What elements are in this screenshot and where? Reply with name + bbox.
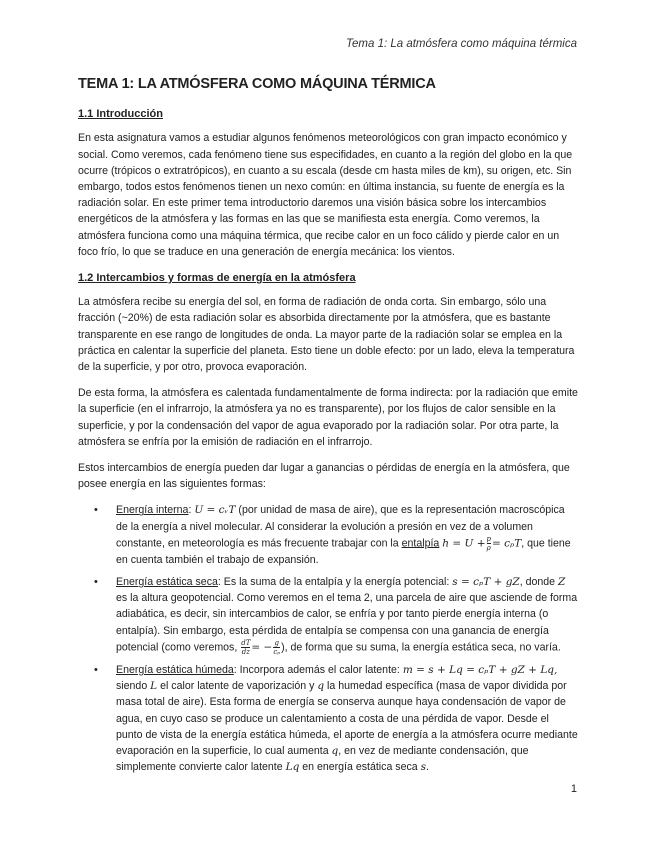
bullet-icon: • <box>94 576 98 589</box>
equation: Lq <box>285 761 300 774</box>
fraction: $\frac{dT}{dz}$ <box>241 638 251 656</box>
list-text: es la altura geopotencial. Como veremos en el tema 2, una parcela de aire que asciende de forma adiabática, es decir, sin intercambios de calor, se enfría y por tanto pierde energía interna (o entalpía). Sin embargo, esta pérdida de entalpía se compensa con una ganancia de energía potencial (como veremos, <box>116 592 578 654</box>
list-text: , que tiene en cuenta también el trabajo de expansión. <box>116 537 571 566</box>
list-text: : Es la suma de la entalpía y la energía potencial: <box>217 576 453 589</box>
section-heading-intro: 1.1 Introducción <box>78 108 163 121</box>
equation: m = s + Lq = cₚT + gZ + Lq, <box>402 663 558 676</box>
equation: Z <box>558 576 566 589</box>
term-dry-static-energy: Energía estática seca <box>116 576 218 589</box>
equation: s <box>420 761 427 774</box>
list-text: , donde <box>519 576 559 589</box>
list-text: . <box>426 761 429 774</box>
fraction: $\frac{p}{\rho}$ <box>486 534 491 552</box>
paragraph-energy-1: La atmósfera recibe su energía del sol, en forma de radiación de onda corta. Sin embargo, sólo una fracción (~20%) de esta radiación solar es absorbida directamente por la atmósfera, que es bastante transparente en ese rango de longitudes de onda. La mayor parte de la radiación solar se emplea en la práctica en calentar la superficie del planeta. Esto tiene un doble efecto: por un lado, eleva la temperatura de la superficie, y por otro, provoca evaporación. <box>78 296 575 374</box>
fraction: $\frac{g}{\text{cₚ}}$ <box>273 638 281 656</box>
equation: h = U + <box>442 537 486 550</box>
bullet-icon: • <box>94 663 98 676</box>
list-text: , en vez de mediante condensación, que simplemente convierte calor latente <box>116 744 529 774</box>
list-text: (por unidad de masa de aire), que es la representación macroscópica de la energía a nivel molecular. Al considerar la evolución a presión en vez de a volumen constante, en meteorología es más frecuente trabajar con la <box>116 504 565 550</box>
equation: U = cᵥT <box>194 504 236 517</box>
list-text: : Incorpora además el calor latente: <box>233 663 403 676</box>
term-internal-energy: Energía interna <box>116 504 189 517</box>
term-enthalpy: entalpía <box>401 537 440 550</box>
section-heading-energy: 1.2 Intercambios y formas de energía en la atmósfera <box>78 272 356 285</box>
list-text: ), de forma que su suma, la energía estática seca, no varía. <box>281 641 561 654</box>
list-text: el calor latente de vaporización y <box>157 680 318 693</box>
equation: s = cₚT + gZ <box>452 576 520 589</box>
bullet-icon: • <box>94 504 98 517</box>
list-text: la humedad específica (masa de vapor dividida por masa total de aire). Esta forma de energía se conserva aunque haya condensación de vapor de agua, en cuyo caso se produce un calentamiento a costa de una pérdida de vapor. Desde el punto de vista de la energía estática húmeda, el aporte de energía a la atmósfera ocurre mediante evaporación en la superficie, lo cual aumenta <box>116 680 578 757</box>
energy-forms-list <box>78 502 578 775</box>
list-item-dry-static-energy <box>78 574 578 656</box>
equation: q <box>331 744 339 757</box>
paragraph-intro: En esta asignatura vamos a estudiar algunos fenómenos meteorológicos con gran impacto económico y social. Como veremos, cada fenómeno tiene sus especifidades, en cuanto a la región del globo en la que ocurre (trópicos o extratrópicos), en cuanto a su escala (desde cm hasta miles de km), su origen, etc. Sin embargo, todos estos fenómenos tienen un nexo común: en última instancia, su fuente de energía es la radiación solar. En este primer tema introductorio daremos una visión básica sobre los intercambios energéticos de la atmósfera y las formas en las que se manifiesta esta energía. Como veremos, la atmósfera funciona como una máquina térmica, que recibe calor en un foco cálido y pierde calor en un foco frío, lo que se traduce en una generación de energía mecánica: los vientos. <box>78 132 573 258</box>
paragraph-energy-3: Estos intercambios de energía pueden dar lugar a ganancias o pérdidas de energía en la atmósfera, que posee energía en las siguientes formas: <box>78 462 570 491</box>
equation: = cₚT <box>491 537 522 550</box>
list-text: en energía estática seca <box>299 761 421 774</box>
paragraph-energy-2: De esta forma, la atmósfera es calentada fundamentalmente de forma indirecta: por la radiación que emite la superficie (en el infrarrojo, la atmósfera ya no es transparente), por los flujos de calor sensible en la superficie, y por la condensación del vapor de agua evaporado por la radiación solar. Por otra parte, la atmósfera se enfría por la emisión de radiación en el infrarrojo. <box>78 387 578 448</box>
equation: L <box>150 680 158 693</box>
page-content <box>78 76 578 781</box>
term-moist-static-energy: Energía estática húmeda <box>116 663 234 676</box>
equation: q <box>317 680 325 693</box>
list-text: siendo <box>116 680 151 693</box>
list-item-moist-static-energy <box>78 662 578 775</box>
list-item-internal-energy: • Energía interna: U = cᵥT (por unidad de masa de aire), que es la representación macroscópica de la energía a nivel molecular. Al considerar la evolución a presión en vez de a volumen constante, en meteorología es más frecuente trabajar con la entalpía h = U + $\frac{p}{\rho}$ = cₚT, que tiene en cuenta también el trabajo de expansión. <box>94 504 571 566</box>
running-header: Tema 1: La atmósfera como máquina térmica <box>346 38 577 50</box>
page-title: TEMA 1: LA ATMÓSFERA COMO MÁQUINA TÉRMICA <box>78 76 436 92</box>
equation: = − <box>251 641 273 654</box>
page-number: 1 <box>570 783 577 795</box>
